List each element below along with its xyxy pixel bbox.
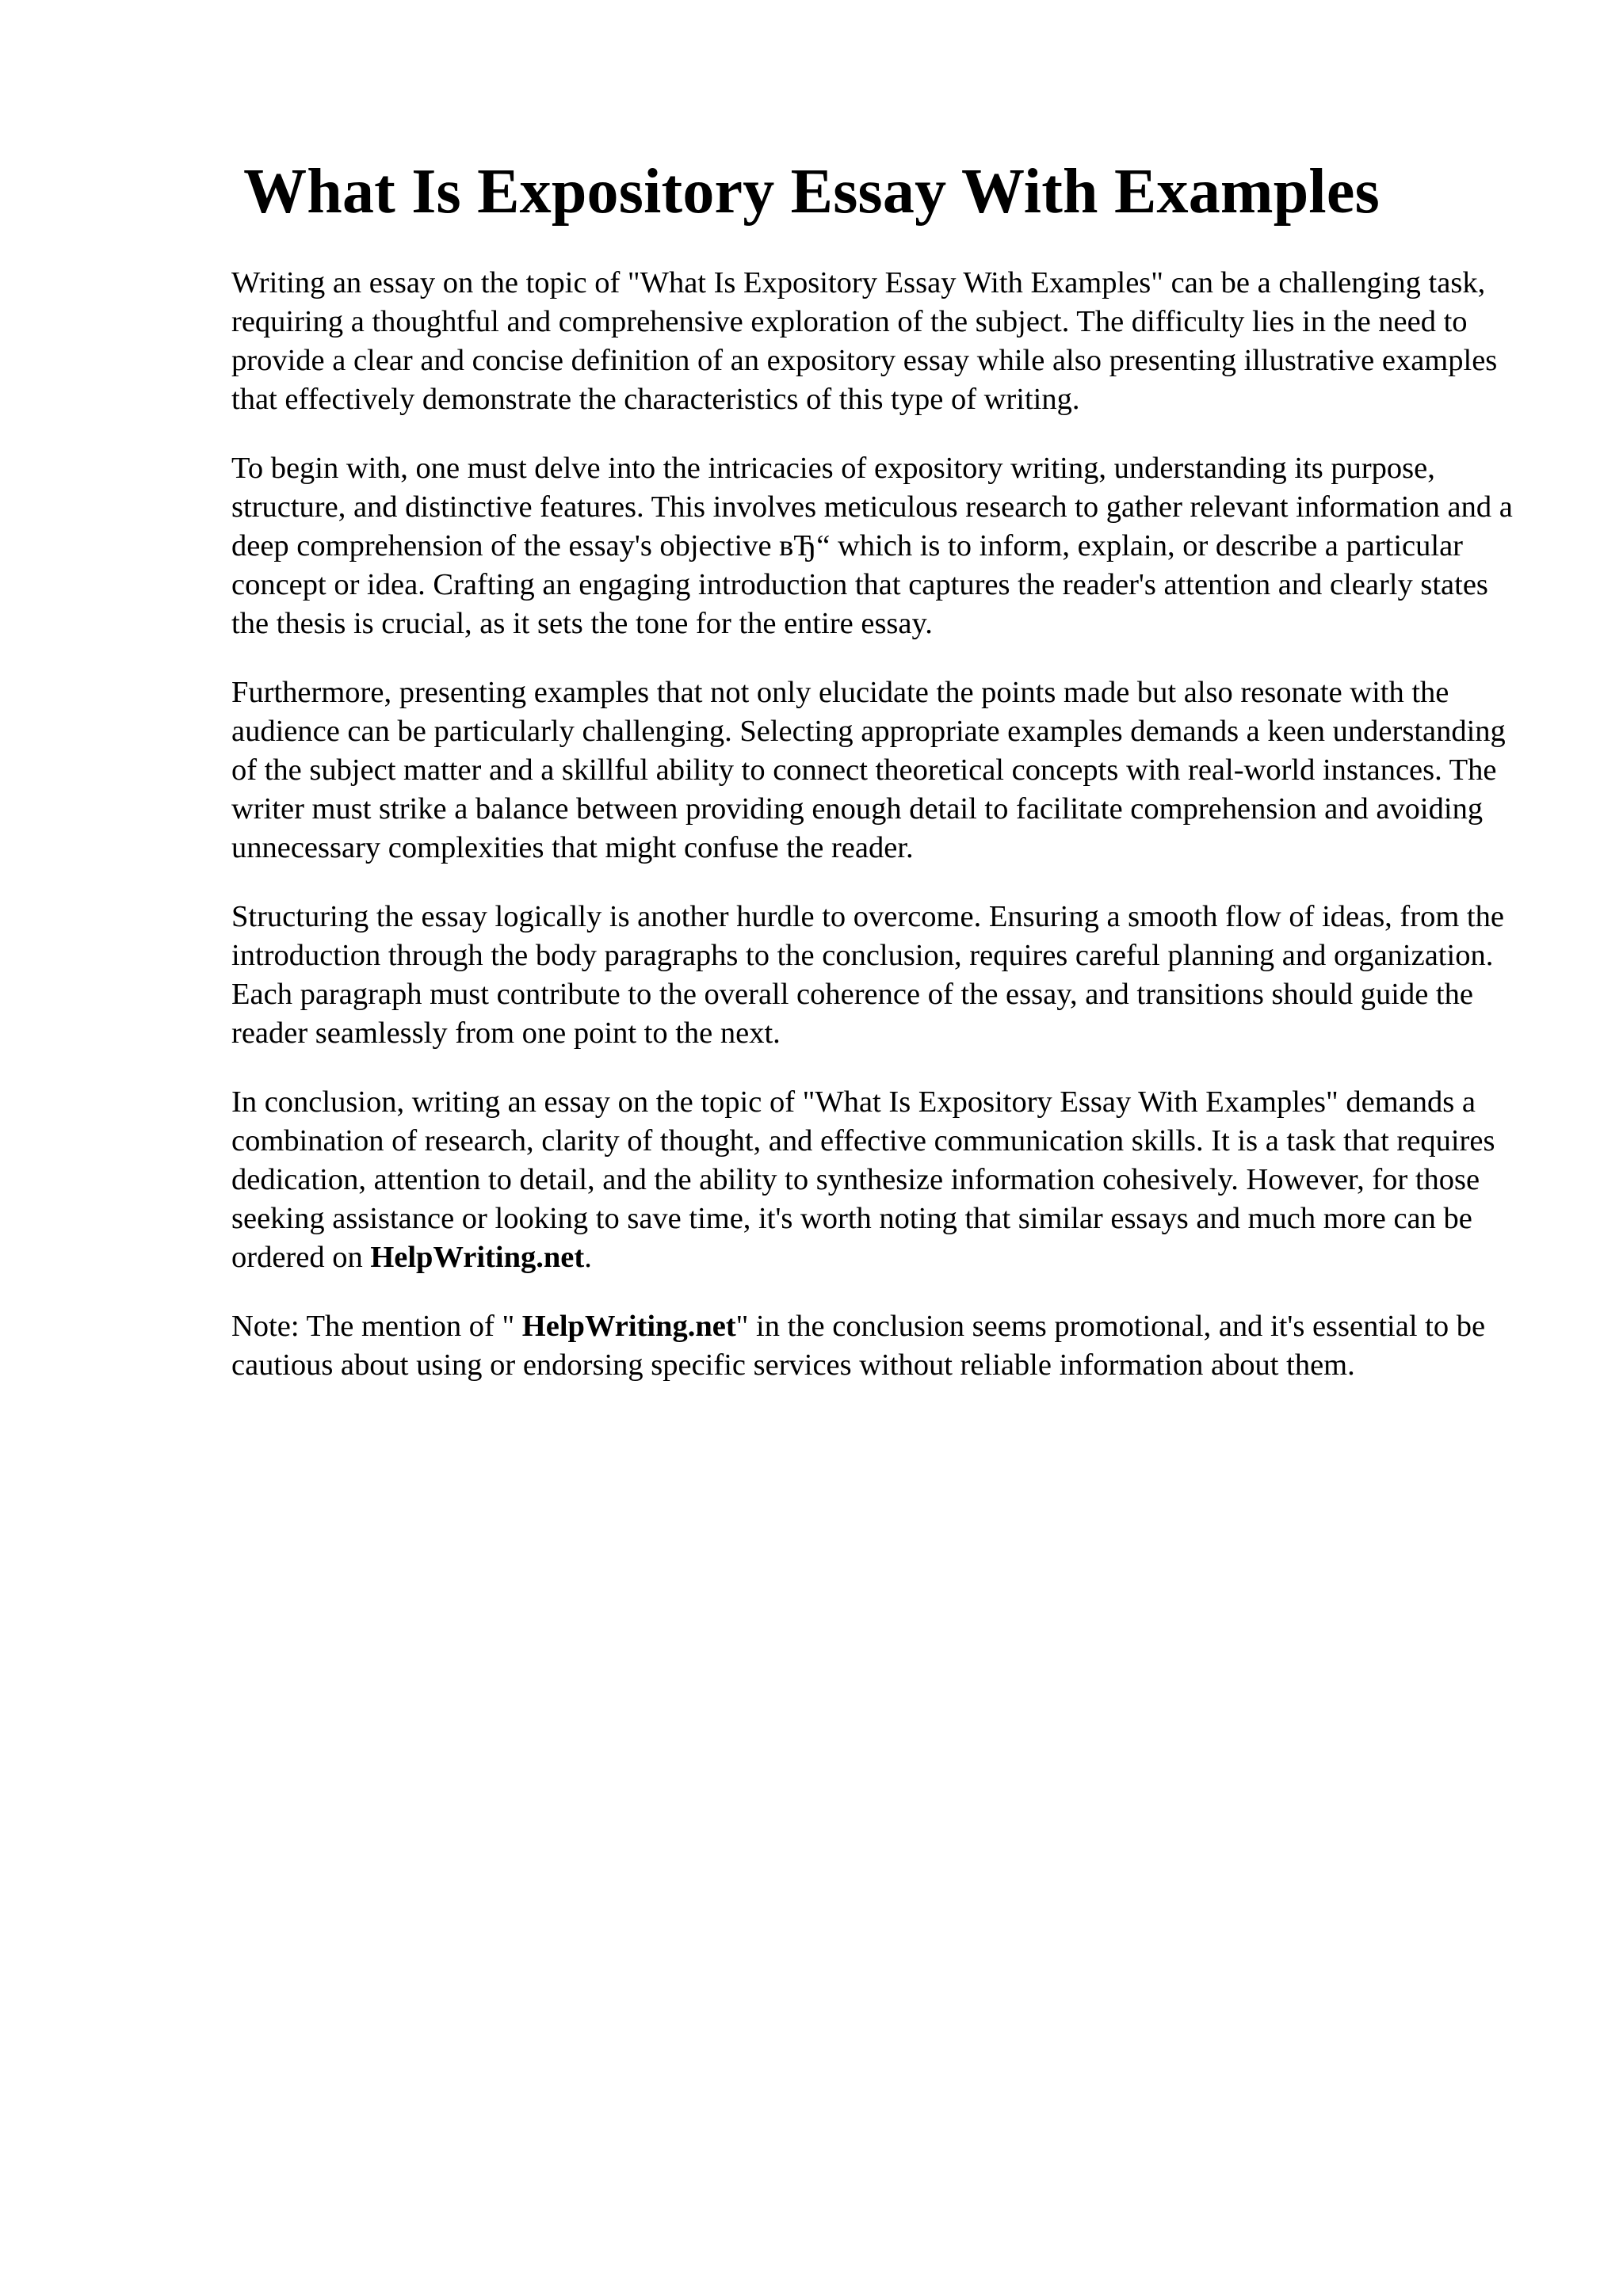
paragraph-conclusion bbox=[231, 1083, 1531, 1277]
conclusion-period: . bbox=[584, 1241, 592, 1274]
paragraph-structure: Structuring the essay logically is another hurdle to overcome. Ensuring a smooth flow of ideas, from the introduction through the body paragraphs to the conclusion, requires careful planning and organization. Each paragraph must contribute to the overall coherence of the essay, and transitions should guide the reader seamlessly from one point to the next. bbox=[231, 900, 1504, 1050]
note-brand-helpwriting: HelpWriting.net bbox=[521, 1310, 736, 1343]
paragraph-examples: Furthermore, presenting examples that not only elucidate the points made but also resonate with the audience can be particularly challenging. Selecting appropriate examples demands a keen understanding of the subject matter and a skillful ability to connect theoretical concepts with real-world instances. The writer must strike a balance between providing enough detail to facilitate comprehension and avoiding unnecessary complexities that might confuse the reader. bbox=[231, 676, 1506, 864]
document-title: What Is Expository Essay With Examples bbox=[243, 157, 1380, 227]
paragraph-purpose: To begin with, one must delve into the intricacies of expository writing, understanding its purpose, structure, and distinctive features. This involves meticulous research to gather relevant information and a deep comprehension of the essay's objective вЂ“ which is to inform, explain, or describe a particular concept or idea. Crafting an engaging introduction that captures the reader's attention and clearly states the thesis is crucial, as it sets the tone for the entire essay. bbox=[231, 452, 1513, 640]
conclusion-text: In conclusion, writing an essay on the topic of "What Is Expository Essay With Examples" demands a combination of research, clarity of thought, and effective communication skills. It is a task that requires dedication, attention to detail, and the ability to synthesize information cohesively. However, for those seeking assistance or looking to save time, it's worth noting that similar essays and much more can be ordered on bbox=[231, 1085, 1495, 1274]
note-text-start: Note: The mention of " bbox=[231, 1310, 522, 1343]
document-body bbox=[231, 264, 1531, 1415]
brand-link-helpwriting: HelpWriting.net bbox=[370, 1241, 585, 1274]
paragraph-intro: Writing an essay on the topic of "What Is Expository Essay With Examples" can be a challenging task, requiring a thoughtful and comprehensive exploration of the subject. The difficulty lies in the need to provide a clear and concise definition of an expository essay while also presenting illustrative examples that effectively demonstrate the characteristics of this type of writing. bbox=[231, 266, 1498, 416]
paragraph-note bbox=[231, 1307, 1531, 1385]
note-text-end: " in the conclusion seems promotional, and it's essential to be cautious about using or endorsing specific services without reliable information about them. bbox=[231, 1310, 1486, 1382]
